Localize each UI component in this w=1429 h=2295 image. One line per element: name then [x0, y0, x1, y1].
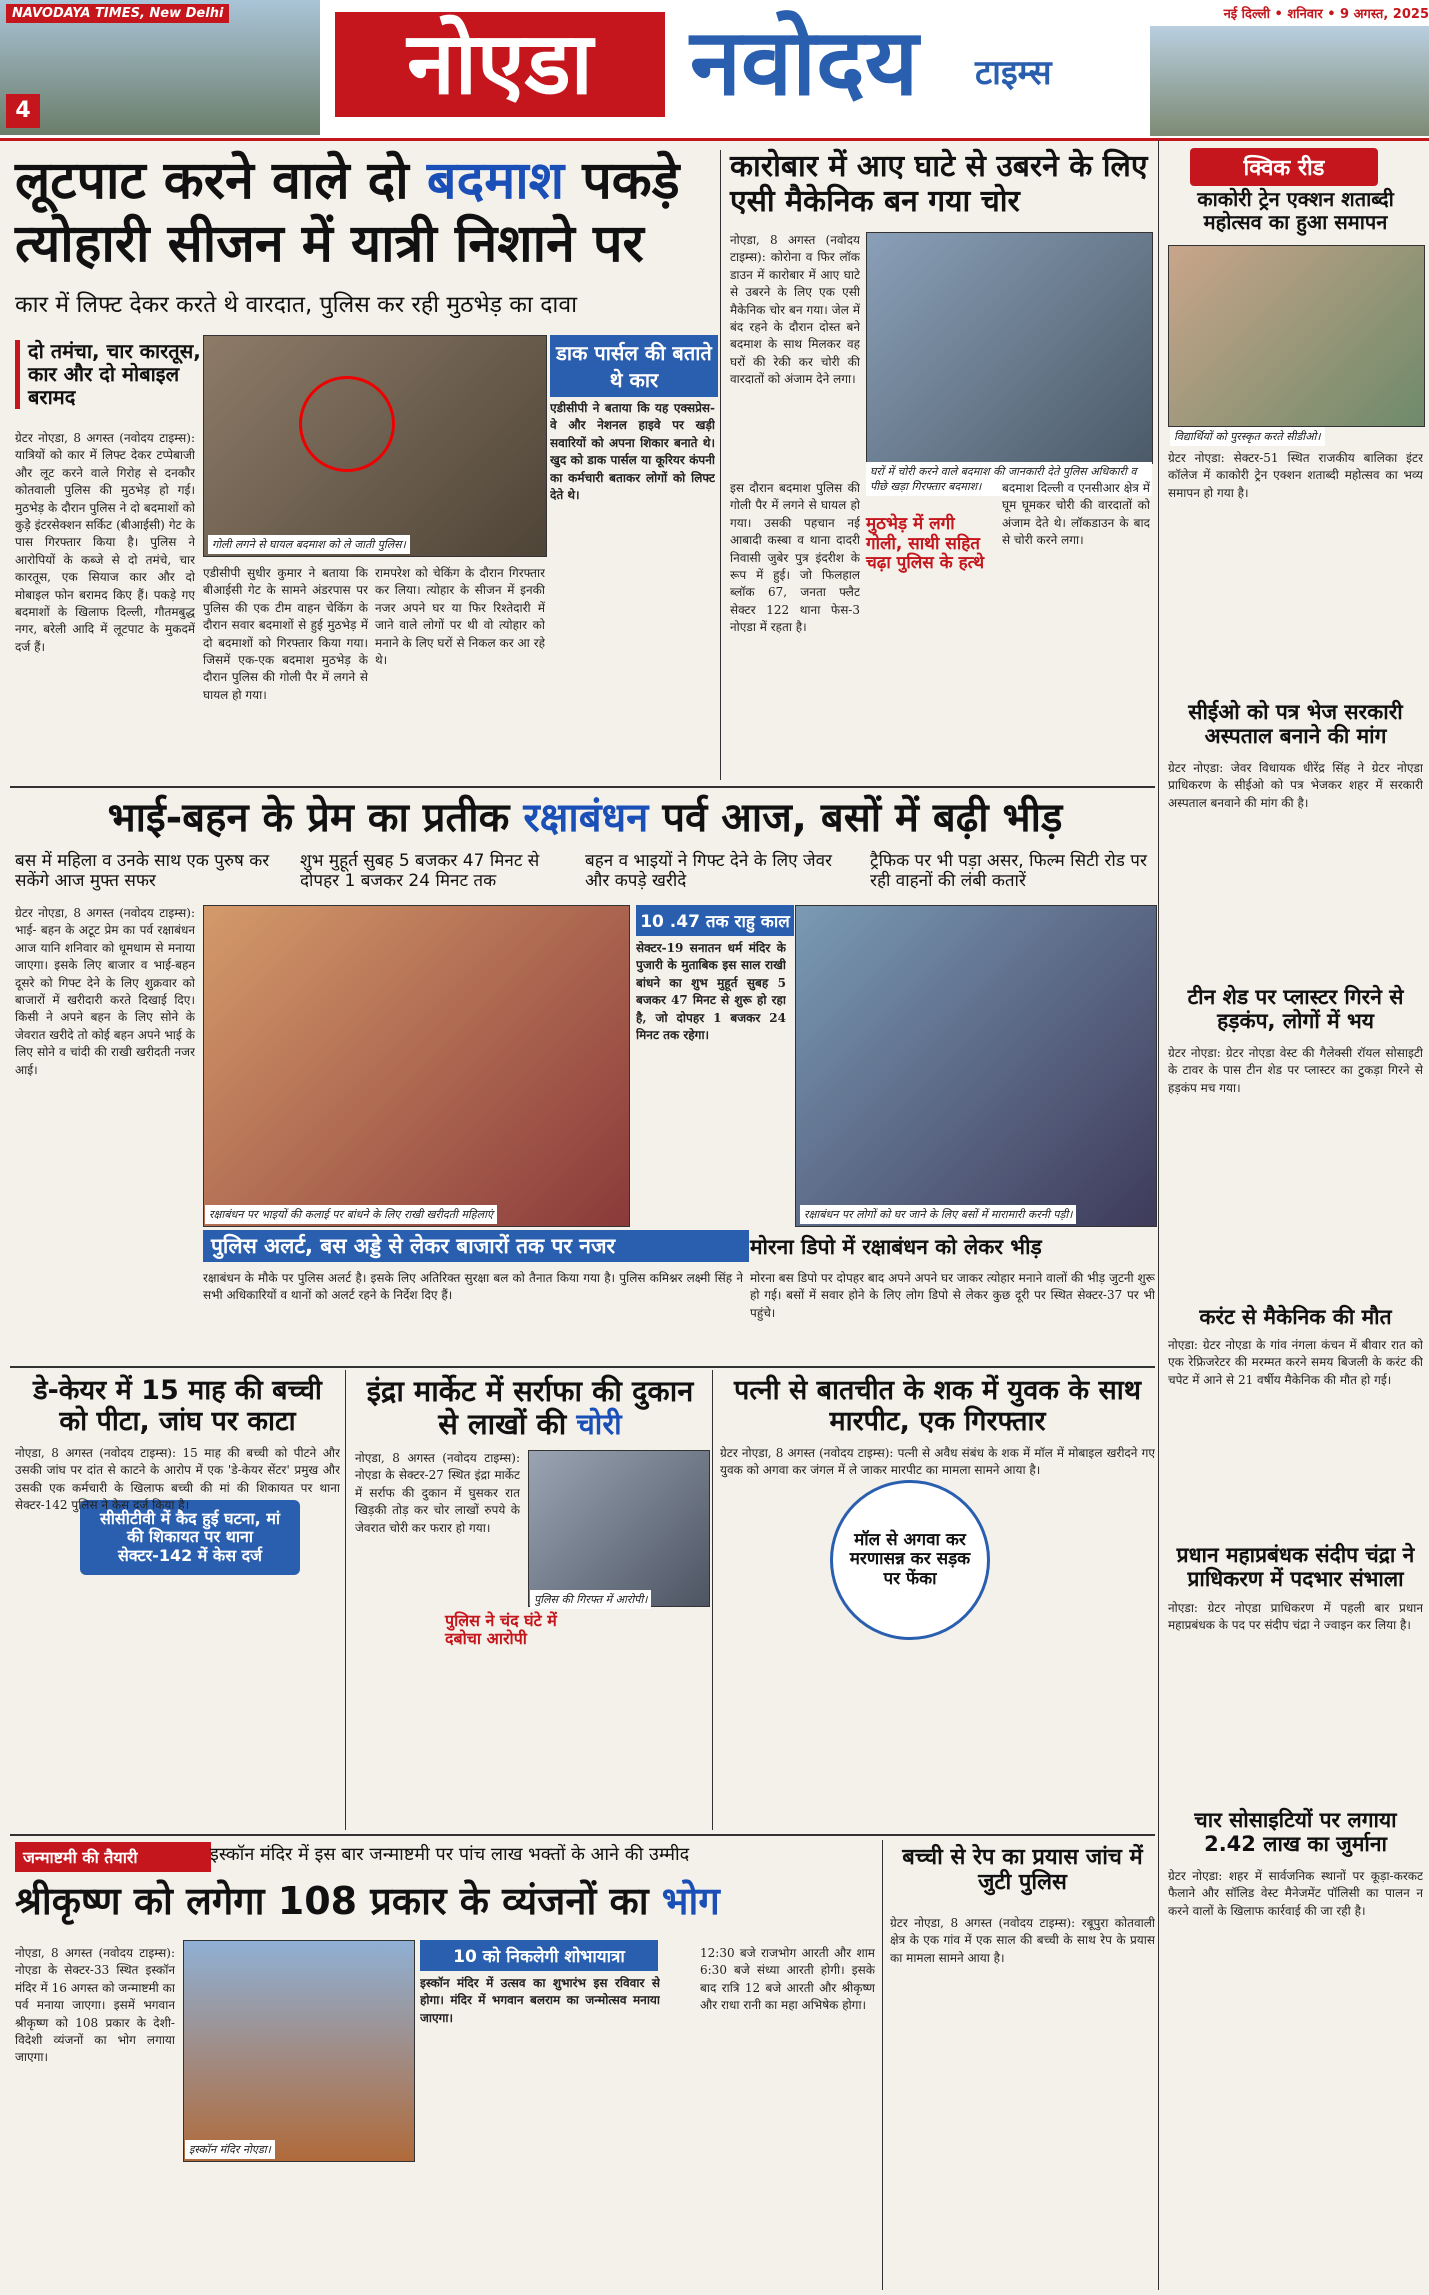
story5-body: नोएडा, 8 अगस्त (नवोदय टाइम्स): नोएडा के सेक्टर-27 स्थित इंद्रा मार्केट में सर्राफ की दुकान में घुसकर रात खिड़की तोड़ कर चोर लाखों रुपये के जेवरात चोरी कर फरार हो गया।: [355, 1451, 520, 1535]
story1-body-col1: ग्रेटर नोएडा, 8 अगस्त (नवोदय टाइम्स): यात्रियों को कार में लिफ्ट देकर टप्पेबाजी और लूट करने वाले गिरोह से दनकौर कोतवाली पुलिस की मुठभेड़ हो गई। मुठभेड़ के दौरान पुलिस ने दो बदमाशों को कुड़ेे इंटरसेक्शन सर्किट (बीआईसी) गेट के पास गिरफ्तार किया है। पुलिस ने आरोपियों के कब्जे से दो तमंचे, चार कारतूस, एक सियाज कार और दो मोबाइल फोन बरामद किए हैं। पकड़े गए बदमाशों के खिलाफ दिल्ली, गौतमबुद्ध नगर, बरेली आदि में लूटपाट के मुकदमें दर्ज हैं।: [15, 431, 195, 654]
story7-body2: 12:30 बजे राजभोग आरती और शाम 6:30 बजे संध्या आरती होगी। इसके बाद रात्रि 12 बजे आरती और श्रीकृष्ण और राधा रानी का महा अभिषेक होगा।: [700, 1946, 875, 2013]
masthead: [0, 0, 1429, 141]
story7-box-body: इस्कॉन मंदिर में उत्सव का शुभारंभ इस रविवार से होगा। मंदिर में भगवान बलराम का जन्मोत्सव मनाया जाएगा।: [420, 1976, 660, 2025]
divider-v5: [882, 1840, 883, 2290]
story1-headline-line1: [15, 152, 715, 212]
story7-tag: जन्माष्टमी की तैयारी: [15, 1842, 211, 1872]
story3-photo2: [795, 905, 1157, 1227]
story2-side-head: मुठभेड़ में लगी गोली, साथी सहित चढ़ा पुलिस के हत्थे: [866, 514, 985, 574]
story3-morna-head: मोरना डिपो में रक्षाबंधन को लेकर भीड़: [750, 1235, 1042, 1259]
story3-body-col1: ग्रेटर नोएडा, 8 अगस्त (नवोदय टाइम्स): भाई- बहन के अटूट प्रेम का पर्व रक्षाबंधन आज यानि शनिवार को धूमधाम से मनाया जाएगा। इसके लिए बाजार व भाई-बहन दूसरे को गिफ्ट देने के लिए शुक्रवार को बाजारों में खरीदारी करते दिखाई दिए। किसी ने अपने बहन के लिए सोने के जेवरात खरीदे तो कोई बहन अपने भाई के लिए सोने व चांदी की राखी खरीदती नजर आई।: [15, 906, 195, 1077]
r1-caption: विद्यार्थियों को पुरस्कृत करते सीडीओ।: [1170, 427, 1325, 446]
divider-v4: [712, 1370, 713, 1830]
r4-body: नोएडा: ग्रेटर नोएडा के गांव नंगला कंचन में बीवार रात को एक रेफ्रिजरेटर की मरम्मत करने समय बिजली के करंट की चपेट में आने से 21 वर्षीय मैकेनिक की मौत हो गई।: [1168, 1338, 1423, 1387]
story6-headline: पत्नी से बातचीत के शक में युवक के साथ मारपीट, एक गिरफ्तार: [733, 1375, 1141, 1438]
story7-headline: [15, 1880, 875, 1924]
story1-side-head: दो तमंचा, चार कारतूस, कार और दो मोबाइल बरामद: [15, 340, 208, 409]
r1-body: ग्रेटर नोएडा: सेक्टर-51 स्थित राजकीय बालिका इंटर कॉलेज में काकोरी ट्रेन एक्शन शताब्दी महोत्सव का भव्य समापन हो गया है।: [1168, 451, 1423, 500]
story7-kicker: इस्कॉन मंदिर में इस बार जन्माष्टमी पर पांच लाख भक्तों के आने की उम्मीद: [210, 1844, 690, 1865]
story7-photo: [183, 1940, 415, 2162]
r1-head: काकोरी ट्रेन एक्शन शताब्दी महोत्सव का हुआ समापन: [1197, 187, 1394, 234]
story1-box-head: डाक पार्सल की बताते थे कार: [550, 335, 718, 397]
story4-box: सीसीटीवी में कैद हुई घटना, मां की शिकायत पर थाना सेक्टर-142 में केस दर्ज: [80, 1500, 300, 1575]
story3-sub3: बहन व भाइयों ने गिफ्ट देने के लिए जेवर और कपड़े खरीदे: [585, 851, 832, 891]
story3-sub1: बस में महिला व उनके साथ एक पुरुष कर सकेंगे आज मुफ्त सफर: [15, 851, 270, 891]
story3-h-a: भाई-बहन के प्रेम का प्रतीक: [107, 795, 510, 841]
story7-caption: इस्कॉन मंदिर नोएडा।: [185, 2140, 275, 2159]
story2-body-col2: इस दौरान बदमाश पुलिस की गोली पैर में लगने से घायल हो गया। उसकी पहचान नई आबादी कस्बा व थाना दादरी निवासी जुबेर पुत्र इंदरीश के रूप में हुई। जो फिलहाल ब्लॉक 67, जनता फ्लैट सेक्टर 122 थाना फेस-3 नोएडा में रहता है।: [730, 481, 860, 635]
story3-alert-body: रक्षाबंधन के मौके पर पुलिस अलर्ट है। इसके लिए अतिरिक्त सुरक्षा बल को तैनात किया गया है। पुलिस कमिश्नर लक्ष्मी सिंह ने सभी अधिकारियों व थानों को अलर्ट रहने के निर्देश दिए हैं।: [203, 1271, 743, 1303]
story5-side-head: पुलिस ने चंद घंटे में दबोचा आरोपी: [445, 1611, 557, 1649]
r6-head: चार सोसाइटियों पर लगाया 2.42 लाख का जुर्माना: [1194, 1808, 1397, 1857]
story8-body: ग्रेटर नोएडा, 8 अगस्त (नवोदय टाइम्स): रबूपुरा कोतवाली क्षेत्र के एक गांव में एक साल की बच्ची के साथ रेप के प्रयास का मामला सामने आया है।: [890, 1916, 1155, 1965]
story3-sub4: ट्रैफिक पर भी पड़ा असर, फिल्म सिटी रोड पर रही वाहनों की लंबी कतारें: [870, 851, 1147, 891]
story1-h1b: पकड़े: [582, 151, 680, 211]
title-left: नोएडा: [335, 12, 665, 117]
r3-head: टीन शेड पर प्लास्टर गिरने से हड़कंप, लोगों में भय: [1187, 985, 1404, 1034]
story7-h-a: श्रीकृष्ण को लगेगा 108 प्रकार के व्यंजनों का: [15, 1879, 649, 1923]
story1-headline-line2: त्योहारी सीजन में यात्री निशाने पर: [15, 214, 644, 274]
title-right: नवोदय: [690, 9, 919, 116]
story8-headline: बच्ची से रेप का प्रयास जांच में जुटी पुलिस: [902, 1845, 1143, 1896]
divider-v3: [345, 1370, 346, 1830]
story2-headline: कारोबार में आए घाटे से उबरने के लिए एसी मैकेनिक बन गया चोर: [730, 149, 1148, 219]
story6-circle: मॉल से अगवा कर मरणासन्न कर सड़क पर फेंका: [830, 1480, 990, 1640]
story3-caption2: रक्षाबंधन पर लोगों को घर जाने के लिए बसों में मारामारी करनी पड़ी।: [800, 1205, 1076, 1224]
story2-body-col3: बदमाश दिल्ली व एनसीआर क्षेत्र में घूम घूमकर चोरी की वारदातों को अंजाम देते थे। लॉकडाउन के बाद से चोरी करने लगा।: [1002, 481, 1150, 548]
story7-h-highlight: भोग: [661, 1879, 720, 1923]
story3-h-highlight: रक्षाबंधन: [523, 795, 649, 841]
story4-body: नोएडा, 8 अगस्त (नवोदय टाइम्स): 15 माह की बच्ची को पीटने और उसकी जांघ पर दांत से काटने के आरोप में एक 'डे-केयर सेंटर' प्रमुख और उसकी एक कर्मचारी के खिलाफ बच्ची की मां की शिकायत पर थाना सेक्टर-142 पुलिस ने केस दर्ज किया है।: [15, 1446, 340, 1513]
divider-h3: [10, 1834, 1155, 1836]
date-line: नई दिल्ली • शनिवार • 9 अगस्त, 2025: [1223, 7, 1429, 22]
r2-head: सीईओ को पत्र भेज सरकारी अस्पताल बनाने की मांग: [1188, 700, 1403, 749]
story1-h1a: लूटपाट करने वाले दो: [15, 151, 409, 211]
r4-head: करंट से मैकेनिक की मौत: [1199, 1305, 1392, 1329]
story5-headline: [355, 1375, 705, 1442]
story5-photo: [528, 1450, 710, 1607]
masthead-right-photo: [1150, 26, 1429, 136]
story3-sub2: शुभ मुहूर्त सुबह 5 बजकर 47 मिनट से दोपहर 1 बजकर 24 मिनट तक: [300, 851, 540, 891]
divider-h1: [10, 786, 1155, 788]
story3-headline: [15, 795, 1155, 841]
r1-photo: [1168, 245, 1425, 427]
r2-body: ग्रेटर नोएडा: जेवर विधायक धीरेंद्र सिंह ने ग्रेटर नोएडा प्राधिकरण के सीईओ को पत्र भेजकर शहर में सरकारी अस्पताल बनवाने की मांग की है।: [1168, 761, 1423, 810]
story2-body-col1: नोएडा, 8 अगस्त (नवोदय टाइम्स): कोरोना व फिर लॉक डाउन में कारोबार में आए घाटे से उबरने के लिए एक एसी मैकेनिक चोर बन गया। जेल में बंद रहने के दौरान दोस्त बने बदमाश के साथ मिलकर वह घरों की रेकी कर चोरी की वारदातों को अंजाम देने लगा।: [730, 233, 860, 387]
story3-photo1: [203, 905, 630, 1227]
divider-h2: [10, 1366, 1155, 1368]
story5-caption: पुलिस की गिरफ्त में आरोपी।: [530, 1590, 651, 1609]
r5-head: प्रधान महाप्रबंधक संदीप चंद्रा ने प्राधिकरण में पदभार संभाला: [1176, 1543, 1415, 1592]
story3-box-body: सेक्टर-19 सनातन धर्म मंदिर के पुजारी के मुताबिक इस साल राखी बांधने का शुभ मुहूर्त सुबह 5 बजकर 47 मिनट से शुरू हो रहा है, जो दोपहर 1 बजकर 24 मिनट तक रहेगा।: [636, 941, 786, 1042]
story1-h1-highlight: बदमाश: [426, 151, 565, 211]
story1-photo-circle: [299, 376, 395, 472]
story3-caption1: रक्षाबंधन पर भाइयों की कलाई पर बांधने के लिए राखी खरीदती महिलाएं: [205, 1205, 497, 1224]
story1-body-col3: रामपरेश को चेकिंग के दौरान गिरफ्तार कर लिया। त्योहार के सीजन में इनकी नजर अपने घर या फिर रिश्तेदारी में जाने वाले लोगों पर थी वो त्योहार को मनाने के लिए घरों से निकल कर आ रहे थे।: [375, 566, 545, 667]
divider-v1: [720, 150, 721, 780]
story6-body: ग्रेटर नोएडा, 8 अगस्त (नवोदय टाइम्स): पत्नी से अवैध संबंध के शक में मॉल में मोबाइल खरीदने गए युवक को अगवा कर जंगल में ले जाकर मारपीट का मामला सामने आया है।: [720, 1446, 1155, 1478]
r5-body: नोएडा: ग्रेटर नोएडा प्राधिकरण में पहली बार प्रधान महाप्रबंधक के पद पर संदीप चंद्रा ने ज्वाइन कर लिया है।: [1168, 1601, 1423, 1633]
story1-subhead: कार में लिफ्ट देकर करते थे वारदात, पुलिस कर रही मुठभेड़ का दावा: [15, 292, 578, 318]
story5-h-highlight: चोरी: [576, 1407, 622, 1442]
story4-headline: डे-केयर में 15 माह की बच्ची को पीटा, जांघ पर काटा: [33, 1375, 322, 1438]
story1-photo: [203, 335, 547, 557]
r3-body: ग्रेटर नोएडा: ग्रेटर नोएडा वेस्ट की गैलेक्सी रॉयल सोसाइटी के टावर के पास टीन शेड पर प्लास्टर का टुकड़ा गिरने से हड़कंप मच गया।: [1168, 1046, 1423, 1095]
story3-box-head: 10 .47 तक राहु काल: [636, 905, 794, 936]
story7-box-head: 10 को निकलेगी शोभायात्रा: [420, 1940, 658, 1971]
title-sub: टाइम्स: [975, 53, 1052, 93]
story7-body: नोएडा, 8 अगस्त (नवोदय टाइम्स): नोएडा के सेक्टर-33 स्थित इस्कॉन मंदिर में 16 अगस्त को जन्माष्टमी का पर्व मनाया जाएगा। इसमें भगवान श्रीकृष्ण को 108 प्रकार के देशी-विदेशी व्यंजनों का भोग लगाया जाएगा।: [15, 1946, 175, 2065]
story1-caption: गोली लगने से घायल बदमाश को ले जाती पुलिस।: [208, 535, 410, 554]
edition-label: NAVODAYA TIMES, New Delhi: [6, 4, 229, 23]
page-number: 4: [6, 94, 40, 128]
story5-h-a: इंद्रा मार्केट में सर्राफा की दुकान से लाखों की: [366, 1374, 694, 1442]
story1-body-col2: एडीसीपी सुधीर कुमार ने बताया कि बीआईसी गेट के सामने अंडरपास पर पुलिस की एक टीम वाहन चेकिंग के दौरान सवार बदमाशों से हुई मुठभेड़ में दो बदमाशों को गिरफ्तार किया गया। जिसमें एक-एक बदमाश मुठभेड़ के दौरान पुलिस की गोली पैर में लगने से घायल हो गया।: [203, 566, 368, 702]
story3-h-b: पर्व आज, बसों में बढ़ी भीड़: [662, 795, 1063, 841]
r6-body: ग्रेटर नोएडा: शहर में सार्वजनिक स्थानों पर कूड़ा-करकट फैलाने और सॉलिड वेस्ट मैनेजमेंट पॉलिसी का पालन न करने वालों के खिलाफ कार्रवाई की जा रही है।: [1168, 1869, 1423, 1918]
quick-read-tag: क्विक रीड: [1190, 148, 1378, 186]
story3-alert-head: पुलिस अलर्ट, बस अड्डे से लेकर बाजारों तक पर नजर: [203, 1230, 749, 1262]
divider-v2: [1158, 140, 1159, 2290]
story3-morna-body: मोरना बस डिपो पर दोपहर बाद अपने अपने घर जाकर त्योहार मनाने वालों की भीड़ जुटनी शुरू हो गई। बसों में सवार होने के लिए लोग डिपो से लेकर कुछ दूरी पर स्थित सेक्टर-37 पर भी पहुंचे।: [750, 1271, 1155, 1320]
story2-caption: घरों में चोरी करने वाले बदमाश की जानकारी देते पुलिस अधिकारी व पीछे खड़ा गिरफ्तार बदमाश।: [866, 462, 1152, 496]
story1-box-body: एडीसीपी ने बताया कि यह एक्सप्रेस-वे और नेशनल हाइवे पर खड़ी सवारियों को अपना शिकार बनाते थे। खुद को डाक पार्सल या कूरियर कंपनी का कर्मचारी बताकर लोगों को लिफ्ट देते थे।: [550, 401, 715, 502]
story2-photo: [866, 232, 1153, 464]
